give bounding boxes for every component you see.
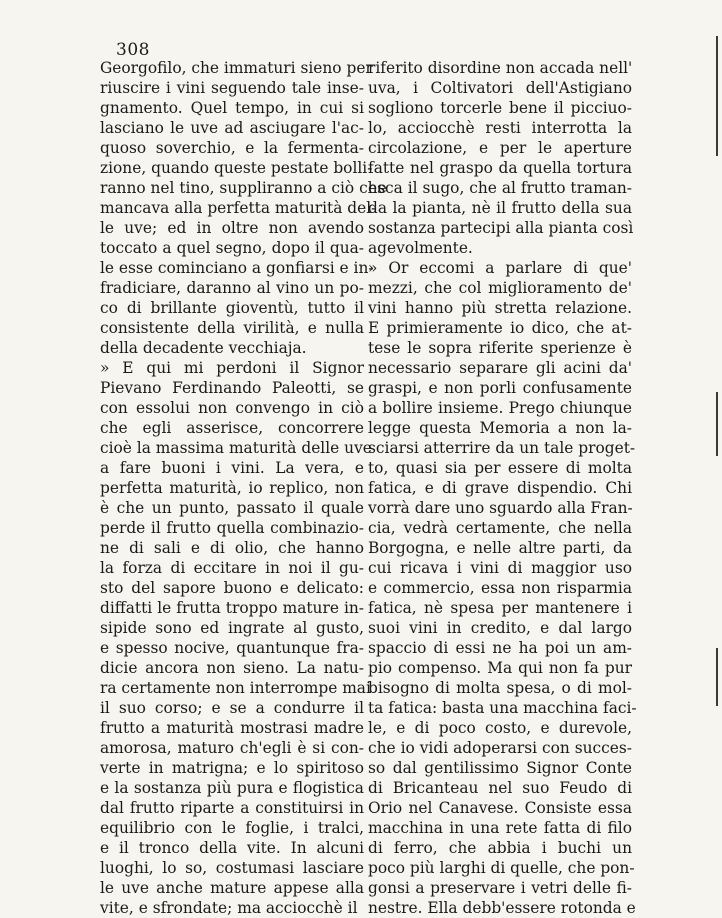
text-line: Orio nel Canavese. Consiste essa: [368, 799, 632, 817]
text-line: tese le sopra riferite sperienze è: [368, 339, 632, 357]
text-line: luoghi, lo so, costumasi lasciare: [100, 859, 364, 877]
text-line: cui ricava i vini di maggior uso: [368, 559, 632, 577]
page-edge-mark: [716, 648, 718, 706]
page-number: 308: [116, 40, 150, 60]
text-line: di Bricanteau nel suo Feudo di: [368, 779, 632, 797]
text-line: suoi vini in credito, e dal largo: [368, 619, 632, 637]
text-line: pio compenso. Ma qui non fa pur: [368, 659, 632, 677]
text-line: sipide sono ed ingrate al gusto,: [100, 619, 364, 637]
text-line: » E qui mi perdoni il Signor: [100, 359, 364, 377]
text-line: che egli asserisce, concorrere: [100, 419, 364, 437]
text-line: lasciano le uve ad asciugare l'ac-: [100, 119, 364, 137]
text-line: bisogno di molta spesa, o di mol-: [368, 679, 632, 697]
text-line: so dal gentilissimo Signor Conte: [368, 759, 632, 777]
text-line: co di brillante gioventù, tutto il: [100, 299, 364, 317]
text-line: spaccio di essi ne ha poi un am-: [368, 639, 632, 657]
text-line: vorrà dare uno sguardo alla Fran-: [368, 499, 633, 517]
text-line: equilibrio con le foglie, i tralci,: [100, 819, 364, 837]
text-line: zione, quando queste pestate bolli-: [100, 159, 373, 177]
text-line: le esse cominciano a gonfiarsi e in-: [100, 259, 374, 277]
text-line: nestre. Ella debb'essere rotonda e: [368, 899, 636, 917]
text-line: perfetta maturità, io replico, non: [100, 479, 364, 497]
text-line: le uve; ed in oltre non avendo: [100, 219, 364, 237]
text-line: è che un punto, passato il quale: [100, 499, 364, 517]
text-line: la forza di eccitare in noi il gu-: [100, 559, 364, 577]
text-line: quoso soverchio, e la fermenta-: [100, 139, 364, 157]
text-line: poco più larghi di quelle, che pon-: [368, 859, 635, 877]
text-line: dal frutto riparte a constituirsi in: [100, 799, 364, 817]
text-line: fatica, nè spesa per mantenere i: [368, 599, 632, 617]
text-line: uva, i Coltivatori dell'Astigiano: [368, 79, 632, 97]
text-line: sogliono torcerle bene il picciuo-: [368, 99, 632, 117]
text-line: e spesso nocive, quantunque fra-: [100, 639, 364, 657]
text-line: vini hanno più stretta relazione.: [368, 299, 632, 317]
text-line: cioè la massima maturità delle uve: [100, 439, 372, 457]
text-line: E primieramente io dico, che at-: [368, 319, 632, 337]
text-line: ra certamente non interrompe mai: [100, 679, 371, 697]
text-line: agevolmente.: [368, 239, 473, 257]
text-line: di ferro, che abbia i buchi un: [368, 839, 632, 857]
text-line: fradiciare, daranno al vino un po-: [100, 279, 364, 297]
text-line: esca il sugo, che al frutto traman-: [368, 179, 632, 197]
text-line: ranno nel tino, suppliranno a ciò che: [100, 179, 387, 197]
text-line: » Or eccomi a parlare di que': [368, 259, 632, 277]
text-line: consistente della virilità, e nulla: [100, 319, 364, 337]
text-line: Borgogna, e nelle altre parti, da: [368, 539, 632, 557]
text-line: gonsi a preservare i vetri delle fi-: [368, 879, 632, 897]
text-line: con essolui non convengo in ciò: [100, 399, 364, 417]
text-line: le, e di poco costo, e durevole,: [368, 719, 632, 737]
text-line: ta fatica: basta una macchina faci-: [368, 699, 637, 717]
text-line: fatte nel graspo da quella tortura: [368, 159, 632, 177]
text-line: vite, e sfrondate; ma acciocchè il: [100, 899, 358, 917]
page-edge-mark: [716, 36, 718, 156]
text-line: amorosa, maturo ch'egli è si con-: [100, 739, 364, 757]
text-line: gnamento. Quel tempo, in cui si: [100, 99, 364, 117]
text-line: riferito disordine non accada nell': [368, 59, 633, 77]
text-line: verte in matrigna; e lo spiritoso: [100, 759, 364, 777]
text-line: perde il frutto quella combinazio-: [100, 519, 364, 537]
text-line: mancava alla perfetta maturità del-: [100, 199, 377, 217]
text-line: graspi, e non porli confusamente: [368, 379, 632, 397]
text-line: che io vidi adoperarsi con succes-: [368, 739, 632, 757]
text-line: Georgofilo, che immaturi sieno per: [100, 59, 373, 77]
text-line: macchina in una rete fatta di filo: [368, 819, 632, 837]
text-line: da la pianta, nè il frutto della sua: [368, 199, 632, 217]
text-line: a fare buoni i vini. La vera, e: [100, 459, 364, 477]
text-line: le uve anche mature appese alla: [100, 879, 364, 897]
text-line: e commercio, essa non risparmia: [368, 579, 632, 597]
text-line: dicie ancora non sieno. La natu-: [100, 659, 364, 677]
text-line: necessario separare gli acini da': [368, 359, 632, 377]
text-line: to, quasi sia per essere di molta: [368, 459, 632, 477]
left-column: [100, 58, 387, 918]
text-line: della decadente vecchiaja.: [100, 339, 307, 357]
text-line: cia, vedrà certamente, che nella: [368, 519, 632, 537]
right-column: [368, 58, 637, 918]
text-line: sciarsi atterrire da un tale proget-: [368, 439, 636, 457]
text-line: legge questa Memoria a non la-: [368, 419, 632, 437]
text-line: sostanza partecipi alla pianta così: [368, 219, 634, 237]
text-line: mezzi, che col miglioramento de': [368, 279, 632, 297]
text-line: ne di sali e di olio, che hanno: [100, 539, 364, 557]
text-line: frutto a maturità mostrasi madre: [100, 719, 364, 737]
text-line: circolazione, e per le aperture: [368, 139, 632, 157]
text-line: riuscire i vini seguendo tale inse-: [100, 79, 364, 97]
text-line: lo, acciocchè resti interrotta la: [368, 119, 632, 137]
text-line: fatica, e di grave dispendio. Chi: [368, 479, 632, 497]
text-line: diffatti le frutta troppo mature in-: [100, 599, 364, 617]
text-line: e il tronco della vite. In alcuni: [100, 839, 364, 857]
text-line: Pievano Ferdinando Paleotti, se: [100, 379, 364, 397]
text-line: a bollire insieme. Prego chiunque: [368, 399, 632, 417]
text-line: il suo corso; e se a condurre il: [100, 699, 364, 717]
text-line: sto del sapore buono e delicato:: [100, 579, 364, 597]
page-edge-mark: [716, 392, 718, 456]
text-line: toccato a quel segno, dopo il qua-: [100, 239, 364, 257]
text-line: e la sostanza più pura e flogistica: [100, 779, 364, 797]
